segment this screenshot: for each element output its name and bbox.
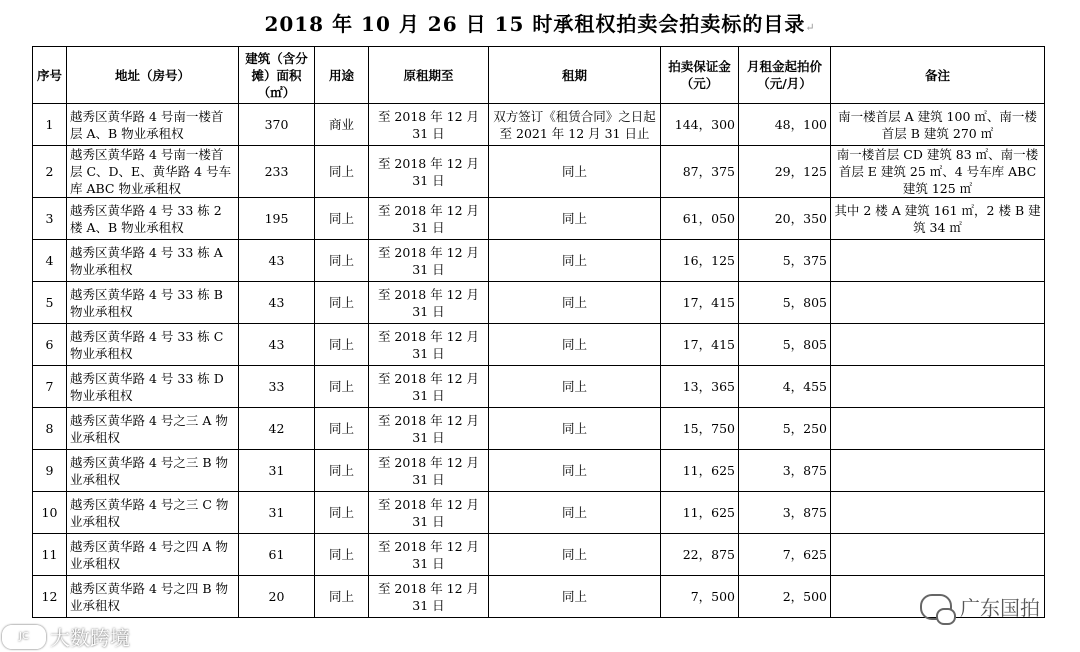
cell-original-term: 至 2018 年 12 月 31 日	[369, 198, 489, 240]
cell-address: 越秀区黄华路 4 号之三 B 物业承租权	[67, 450, 239, 492]
cell-no: 11	[33, 534, 67, 576]
table-row	[33, 282, 1045, 324]
cell-use: 同上	[315, 146, 369, 198]
cell-rent: 5，250	[739, 408, 831, 450]
cell-rent: 3，875	[739, 450, 831, 492]
cell-address: 越秀区黄华路 4 号 33 栋 A 物业承租权	[67, 240, 239, 282]
header-rent: 月租金起拍价（元/月）	[739, 47, 831, 104]
cell-note	[831, 282, 1045, 324]
cell-term: 同上	[489, 282, 661, 324]
cell-term: 同上	[489, 534, 661, 576]
header-address: 地址（房号）	[67, 47, 239, 104]
cell-no: 6	[33, 324, 67, 366]
cell-rent: 5，805	[739, 282, 831, 324]
table-row	[33, 198, 1045, 240]
cell-deposit: 7，500	[661, 576, 739, 618]
paragraph-mark-icon: ↵	[805, 21, 816, 34]
cell-area: 33	[239, 366, 315, 408]
table-row	[33, 366, 1045, 408]
cell-use: 同上	[315, 408, 369, 450]
cell-use: 商业	[315, 104, 369, 146]
cell-term: 同上	[489, 576, 661, 618]
cell-note: 其中 2 楼 A 建筑 161 ㎡，2 楼 B 建筑 34 ㎡	[831, 198, 1045, 240]
cell-original-term: 至 2018 年 12 月 31 日	[369, 240, 489, 282]
cell-original-term: 至 2018 年 12 月 31 日	[369, 324, 489, 366]
cell-rent: 48，100	[739, 104, 831, 146]
header-original-term: 原租期至	[369, 47, 489, 104]
cell-original-term: 至 2018 年 12 月 31 日	[369, 450, 489, 492]
cell-area: 43	[239, 324, 315, 366]
cell-no: 7	[33, 366, 67, 408]
cell-note	[831, 366, 1045, 408]
header-use: 用途	[315, 47, 369, 104]
cell-original-term: 至 2018 年 12 月 31 日	[369, 366, 489, 408]
cell-rent: 7，625	[739, 534, 831, 576]
cell-area: 31	[239, 450, 315, 492]
cell-use: 同上	[315, 198, 369, 240]
cell-term: 同上	[489, 450, 661, 492]
cell-term: 同上	[489, 366, 661, 408]
cell-address: 越秀区黄华路 4 号南一楼首层 C、D、E、黄华路 4 号车库 ABC 物业承租权	[67, 146, 239, 198]
cell-term: 同上	[489, 492, 661, 534]
source-watermark	[2, 622, 130, 651]
cell-use: 同上	[315, 240, 369, 282]
cell-term: 同上	[489, 408, 661, 450]
table-row	[33, 104, 1045, 146]
table-row	[33, 450, 1045, 492]
cell-no: 3	[33, 198, 67, 240]
cell-rent: 4，455	[739, 366, 831, 408]
cell-deposit: 144，300	[661, 104, 739, 146]
cell-rent: 20，350	[739, 198, 831, 240]
cell-area: 61	[239, 534, 315, 576]
cell-rent: 5，805	[739, 324, 831, 366]
cell-address: 越秀区黄华路 4 号 33 栋 2 楼 A、B 物业承租权	[67, 198, 239, 240]
cell-note	[831, 534, 1045, 576]
cell-deposit: 22，875	[661, 534, 739, 576]
cell-note	[831, 408, 1045, 450]
cell-note: 南一楼首层 CD 建筑 83 ㎡、南一楼首层 E 建筑 25 ㎡、4 号车库 ABC 建筑 125 ㎡	[831, 146, 1045, 198]
cell-use: 同上	[315, 576, 369, 618]
cell-original-term: 至 2018 年 12 月 31 日	[369, 282, 489, 324]
cell-area: 233	[239, 146, 315, 198]
header-area: 建筑（含分摊）面积（㎡）	[239, 47, 315, 104]
cell-deposit: 61，050	[661, 198, 739, 240]
table-row	[33, 240, 1045, 282]
header-no: 序号	[33, 47, 67, 104]
cell-address: 越秀区黄华路 4 号 33 栋 C 物业承租权	[67, 324, 239, 366]
cell-term: 同上	[489, 324, 661, 366]
header-note: 备注	[831, 47, 1045, 104]
cell-area: 43	[239, 240, 315, 282]
cell-rent: 2，500	[739, 576, 831, 618]
wechat-watermark	[920, 592, 1040, 621]
cell-note	[831, 240, 1045, 282]
cell-no: 12	[33, 576, 67, 618]
cell-address: 越秀区黄华路 4 号之三 A 物业承租权	[67, 408, 239, 450]
cell-deposit: 17，415	[661, 282, 739, 324]
cell-area: 370	[239, 104, 315, 146]
cell-original-term: 至 2018 年 12 月 31 日	[369, 492, 489, 534]
cell-deposit: 11，625	[661, 492, 739, 534]
cell-area: 195	[239, 198, 315, 240]
cell-use: 同上	[315, 366, 369, 408]
cell-address: 越秀区黄华路 4 号 33 栋 B 物业承租权	[67, 282, 239, 324]
cell-address: 越秀区黄华路 4 号南一楼首层 A、B 物业承租权	[67, 104, 239, 146]
cell-original-term: 至 2018 年 12 月 31 日	[369, 408, 489, 450]
cell-note	[831, 450, 1045, 492]
cell-area: 20	[239, 576, 315, 618]
cell-address: 越秀区黄华路 4 号之三 C 物业承租权	[67, 492, 239, 534]
watermark-badge: JC	[2, 625, 46, 649]
cell-deposit: 11，625	[661, 450, 739, 492]
cell-address: 越秀区黄华路 4 号之四 A 物业承租权	[67, 534, 239, 576]
cell-term: 同上	[489, 198, 661, 240]
cell-no: 5	[33, 282, 67, 324]
cell-rent: 5，375	[739, 240, 831, 282]
watermark-left-text: 大数跨境	[50, 626, 130, 650]
cell-no: 8	[33, 408, 67, 450]
cell-no: 1	[33, 104, 67, 146]
cell-deposit: 87，375	[661, 146, 739, 198]
cell-address: 越秀区黄华路 4 号之四 B 物业承租权	[67, 576, 239, 618]
cell-use: 同上	[315, 450, 369, 492]
table-row	[33, 146, 1045, 198]
cell-term: 同上	[489, 146, 661, 198]
cell-no: 4	[33, 240, 67, 282]
cell-deposit: 13，365	[661, 366, 739, 408]
cell-area: 42	[239, 408, 315, 450]
cell-original-term: 至 2018 年 12 月 31 日	[369, 104, 489, 146]
cell-term: 双方签订《租赁合同》之日起至 2021 年 12 月 31 日止	[489, 104, 661, 146]
table-header-row	[33, 47, 1045, 104]
cell-use: 同上	[315, 534, 369, 576]
table-row	[33, 408, 1045, 450]
header-term: 租期	[489, 47, 661, 104]
cell-no: 9	[33, 450, 67, 492]
cell-deposit: 17，415	[661, 324, 739, 366]
table-row	[33, 576, 1045, 618]
table-row	[33, 324, 1045, 366]
document-title	[0, 8, 1080, 37]
table-row	[33, 492, 1045, 534]
auction-lots-table	[32, 46, 1045, 618]
cell-no: 10	[33, 492, 67, 534]
cell-rent: 3，875	[739, 492, 831, 534]
cell-term: 同上	[489, 240, 661, 282]
cell-original-term: 至 2018 年 12 月 31 日	[369, 146, 489, 198]
header-deposit: 拍卖保证金（元）	[661, 47, 739, 104]
cell-use: 同上	[315, 492, 369, 534]
cell-use: 同上	[315, 282, 369, 324]
cell-deposit: 16，125	[661, 240, 739, 282]
cell-note	[831, 324, 1045, 366]
cell-note	[831, 492, 1045, 534]
cell-original-term: 至 2018 年 12 月 31 日	[369, 576, 489, 618]
cell-deposit: 15，750	[661, 408, 739, 450]
cell-original-term: 至 2018 年 12 月 31 日	[369, 534, 489, 576]
document-title-text: 2018 年 10 月 26 日 15 时承租权拍卖会拍卖标的目录	[264, 12, 806, 36]
table-row	[33, 534, 1045, 576]
cell-rent: 29，125	[739, 146, 831, 198]
cell-no: 2	[33, 146, 67, 198]
watermark-right-text: 广东国拍	[960, 596, 1040, 620]
cell-address: 越秀区黄华路 4 号 33 栋 D 物业承租权	[67, 366, 239, 408]
cell-use: 同上	[315, 324, 369, 366]
cell-area: 31	[239, 492, 315, 534]
cell-area: 43	[239, 282, 315, 324]
wechat-icon	[920, 594, 952, 620]
cell-note: 南一楼首层 A 建筑 100 ㎡、南一楼首层 B 建筑 270 ㎡	[831, 104, 1045, 146]
